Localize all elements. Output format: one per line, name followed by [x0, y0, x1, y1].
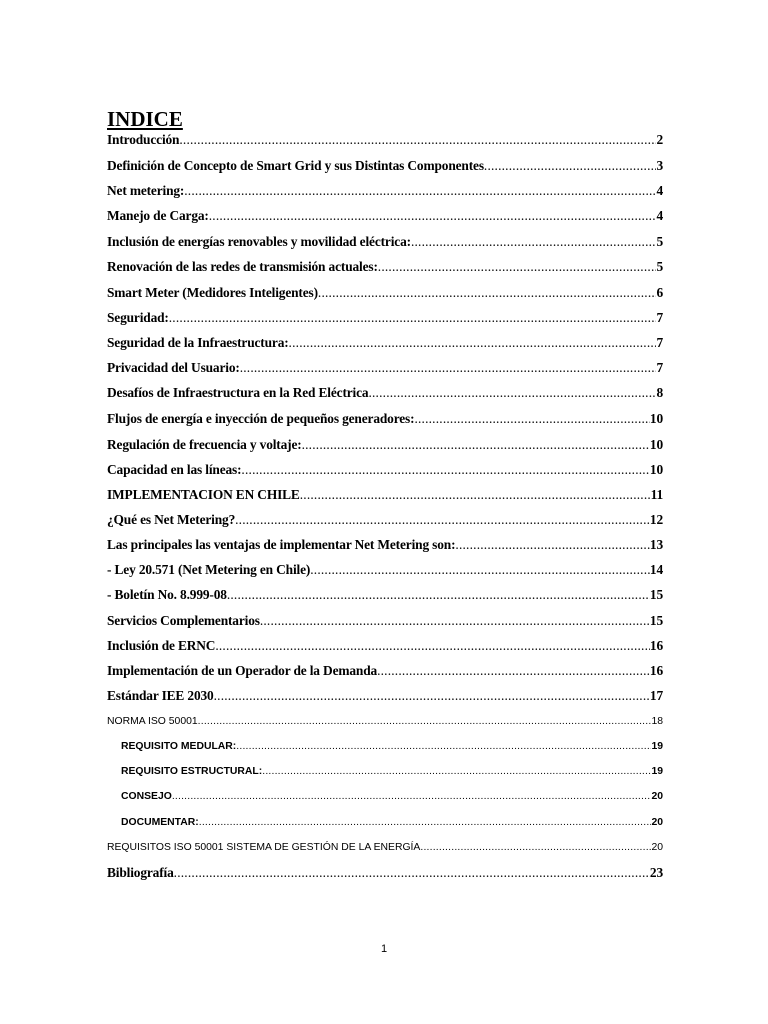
toc-entry-label: REQUISITO MEDULAR: — [121, 741, 237, 752]
toc-entry-label: Seguridad: — [107, 310, 169, 325]
toc-entry-label: REQUISITO ESTRUCTURAL: — [121, 766, 263, 777]
toc-entry[interactable] — [107, 333, 663, 353]
toc-entry[interactable] — [107, 232, 663, 252]
toc-entry-page: 4 — [656, 183, 663, 198]
toc-entry-page: 16 — [649, 638, 663, 653]
dot-leader — [215, 636, 650, 656]
toc-entry[interactable] — [107, 535, 663, 555]
dot-leader — [227, 585, 650, 605]
dot-leader — [172, 787, 652, 807]
toc-entry[interactable] — [107, 257, 663, 277]
toc-entry-page: 10 — [649, 462, 663, 477]
toc-entry[interactable] — [107, 838, 663, 858]
toc-entry-label: Introducción — [107, 132, 180, 147]
toc-entry-page: 12 — [649, 512, 663, 527]
toc-entry-page: 4 — [656, 208, 663, 223]
toc-entry-page: 17 — [649, 688, 663, 703]
toc-entry-label: Las principales las ventajas de implementar Net Metering son: — [107, 537, 456, 552]
dot-leader — [241, 460, 649, 480]
dot-leader — [484, 156, 657, 176]
dot-leader — [377, 661, 650, 681]
toc-entry-page: 7 — [656, 335, 663, 350]
toc-entry-label: Smart Meter (Medidores Inteligentes) — [107, 285, 318, 300]
toc-entry-label: Estándar IEE 2030 — [107, 688, 214, 703]
dot-leader — [414, 409, 649, 429]
dot-leader — [169, 308, 657, 328]
page-number: 1 — [380, 943, 388, 955]
toc-entry[interactable] — [107, 206, 663, 226]
toc-entry-page: 3 — [656, 158, 663, 173]
toc-entry-label: NORMA ISO 50001 — [107, 716, 198, 727]
toc-entry-page: 19 — [651, 741, 663, 752]
toc-entry[interactable] — [107, 611, 663, 631]
dot-leader — [302, 435, 650, 455]
dot-leader — [236, 737, 651, 757]
toc-entry-page: 15 — [649, 587, 663, 602]
toc-entry-page: 13 — [649, 537, 663, 552]
dot-leader — [235, 510, 650, 530]
toc-entry-label: Capacidad en las líneas: — [107, 462, 242, 477]
toc-entry[interactable] — [107, 156, 663, 176]
toc-entry[interactable] — [107, 383, 663, 403]
toc-entry-label: Net metering: — [107, 183, 185, 198]
toc-entry-page: 19 — [651, 766, 663, 777]
toc-entry-label: Renovación de las redes de transmisión actuales: — [107, 259, 378, 274]
dot-leader — [209, 206, 657, 226]
toc-entry-page: 10 — [649, 437, 663, 452]
toc-entry-label: CONSEJO — [121, 791, 172, 802]
toc-entry-label: Bibliografía — [107, 865, 174, 880]
dot-leader — [184, 181, 656, 201]
toc-title: INDICE — [107, 107, 183, 131]
toc-entry-label: Desafíos de Infraestructura en la Red Eléctrica — [107, 385, 369, 400]
toc-entry-page: 2 — [656, 132, 663, 147]
toc-entry[interactable] — [107, 585, 663, 605]
dot-leader — [300, 485, 651, 505]
toc-entry-label: ¿Qué es Net Metering? — [107, 512, 236, 527]
toc-entry[interactable] — [107, 636, 663, 656]
toc-entry-page: 11 — [650, 487, 663, 502]
toc-entry[interactable] — [107, 130, 663, 150]
toc-entry[interactable] — [107, 283, 663, 303]
dot-leader — [174, 863, 650, 883]
toc-entry-label: Flujos de energía e inyección de pequeños generadores: — [107, 411, 415, 426]
dot-leader — [179, 130, 656, 150]
toc-entry-label: Implementación de un Operador de la Demanda — [107, 663, 378, 678]
toc-entry-page: 5 — [656, 259, 663, 274]
dot-leader — [411, 232, 657, 252]
toc-entry-label: Servicios Complementarios — [107, 613, 260, 628]
toc-entry-page: 6 — [656, 285, 663, 300]
toc-entry[interactable] — [121, 787, 663, 807]
toc-entry-label: - Ley 20.571 (Net Metering en Chile) — [107, 562, 311, 577]
toc-entry-page: 10 — [649, 411, 663, 426]
toc-entry[interactable] — [121, 762, 663, 782]
dot-leader — [289, 333, 657, 353]
toc-entry-label: Seguridad de la Infraestructura: — [107, 335, 289, 350]
dot-leader — [455, 535, 650, 555]
toc-entry-label: Manejo de Carga: — [107, 208, 209, 223]
toc-entry[interactable] — [107, 358, 663, 378]
toc-entry-label: Inclusión de ERNC — [107, 638, 216, 653]
toc-entry-label: Regulación de frecuencia y voltaje: — [107, 437, 302, 452]
toc-entry-label: IMPLEMENTACION EN CHILE — [107, 487, 300, 502]
toc-entry[interactable] — [107, 485, 663, 505]
toc-entry[interactable] — [107, 560, 663, 580]
dot-leader — [214, 686, 650, 706]
toc-entry-page: 5 — [656, 234, 663, 249]
toc-entry-page: 15 — [649, 613, 663, 628]
dot-leader — [199, 813, 652, 833]
toc-entry-page: 7 — [656, 310, 663, 325]
toc-entry-page: 7 — [656, 360, 663, 375]
toc-entry-label: Privacidad del Usuario: — [107, 360, 240, 375]
toc-entry[interactable] — [107, 409, 663, 429]
dot-leader — [368, 383, 656, 403]
toc-entry[interactable] — [121, 813, 663, 833]
toc-entry-page: 23 — [649, 865, 663, 880]
toc-entry-label: DOCUMENTAR: — [121, 817, 199, 828]
dot-leader — [240, 358, 657, 378]
toc-entry[interactable] — [107, 435, 663, 455]
toc-entry[interactable] — [107, 863, 663, 883]
toc-entry[interactable] — [107, 308, 663, 328]
dot-leader — [198, 712, 652, 732]
toc-entry-label: - Boletín No. 8.999-08 — [107, 587, 227, 602]
toc-entry-label: Definición de Concepto de Smart Grid y sus Distintas Componentes — [107, 158, 484, 173]
toc-entry-page: 20 — [651, 817, 663, 828]
toc-entry-label: REQUISITOS ISO 50001 SISTEMA DE GESTIÓN DE LA ENERGÍA — [107, 842, 421, 853]
dot-leader — [310, 560, 650, 580]
toc-entry[interactable] — [107, 510, 663, 530]
dot-leader — [318, 283, 657, 303]
toc-entry[interactable] — [107, 460, 663, 480]
toc-entry[interactable] — [107, 181, 663, 201]
toc-entry-page: 8 — [656, 385, 663, 400]
toc-entry[interactable] — [121, 737, 663, 757]
toc-entry-page: 18 — [651, 716, 663, 727]
toc-entry-label: Inclusión de energías renovables y movilidad eléctrica: — [107, 234, 411, 249]
dot-leader — [260, 611, 650, 631]
toc-entry-page: 16 — [649, 663, 663, 678]
toc-entry[interactable] — [107, 712, 663, 732]
dot-leader — [262, 762, 651, 782]
toc-entry-page: 14 — [649, 562, 663, 577]
dot-leader — [378, 257, 657, 277]
dot-leader — [420, 838, 651, 858]
toc-entry-page: 20 — [651, 842, 663, 853]
toc-entry[interactable] — [107, 661, 663, 681]
toc-entry[interactable] — [107, 686, 663, 706]
toc-entry-page: 20 — [651, 791, 663, 802]
